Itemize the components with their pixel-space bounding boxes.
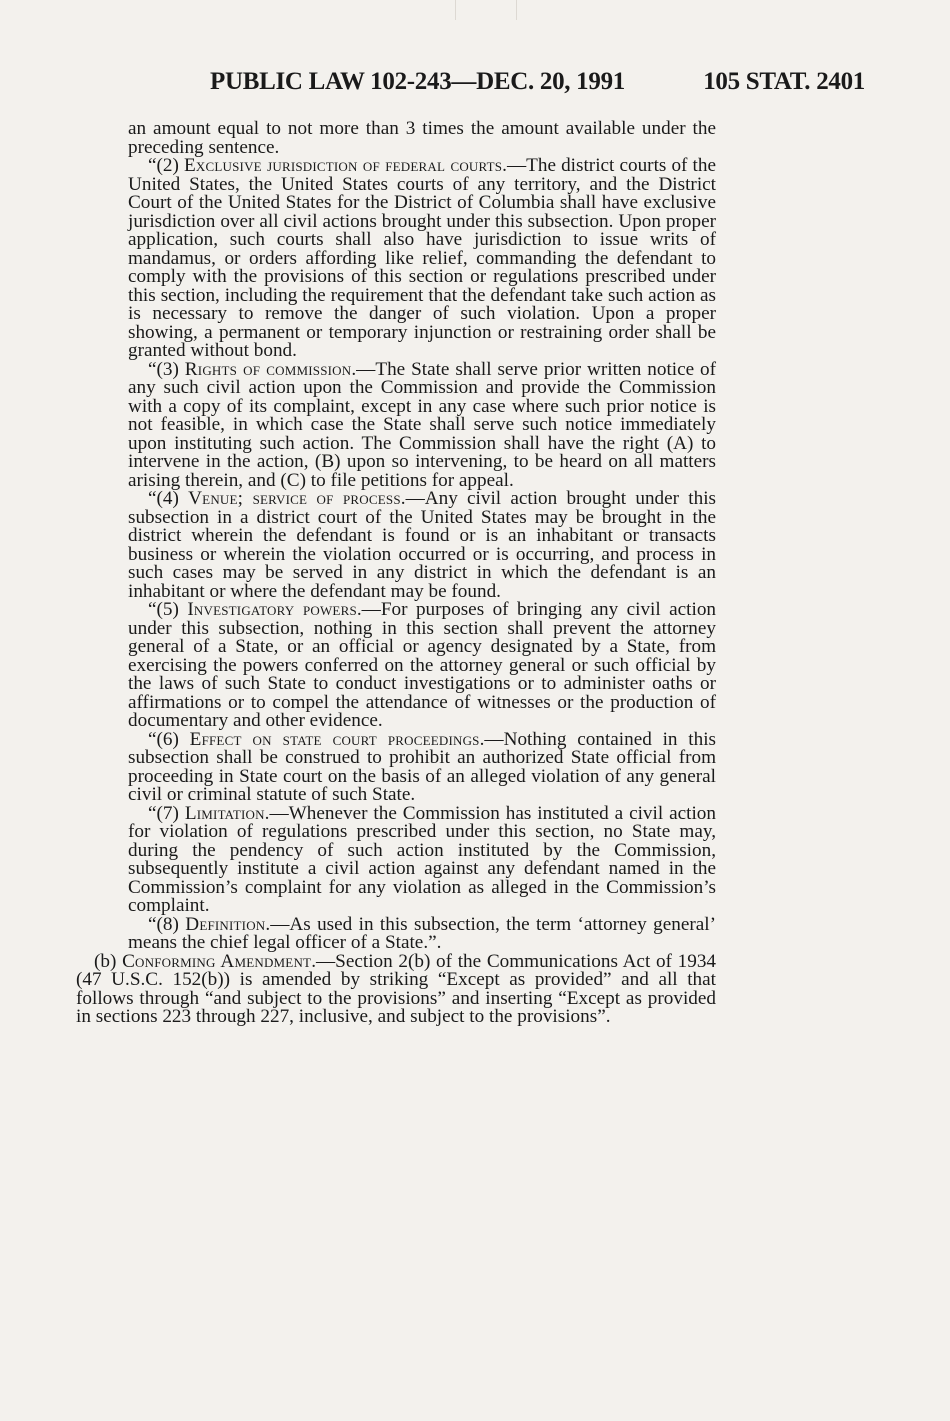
page-header [210,68,865,108]
heading-limitation: Limitation [184,802,265,824]
paragraph-continuation: an amount equal to not more than 3 times the amount available under the preceding sentence. [128,118,716,158]
paragraph-6: “(6) Effect on state court proceedings.—Nothing contained in this subsection shall be construed to prohibit an authorized State official from proceeding in State court on the basis of an alleged violation of any general civil or criminal statute of such State. [128,728,716,805]
document-body [76,120,716,1027]
paragraph-4: “(4) Venue; service of process.—Any civil action brought under this subsection in a district court of the United States may be brought in the district wherein the defendant is found or is an inhabitant or transacts business or wherein the violation occurred or is occurring, and process in such cases may be served in any district in which the defendant is an inhabitant or where the defendant may be found. [128,488,716,602]
paragraph-2: “(2) Exclusive jurisdiction of federal courts.—The district courts of the United States, the United States courts of any territory, and the District Court of the United States for the District of Columbia shall have exclusive jurisdiction over all civil actions brought under this subsection. Upon proper application, such courts shall also have jurisdiction to issue writs of mandamus, or orders affording like relief, commanding the defendant to comply with the provisions of this section or regulations prescribed under this section, including the requirement that the defendant take such action as is necessary to remove the danger of such violation. Upon a proper showing, a permanent or temporary injunction or restraining order shall be granted without bond. [128,155,716,361]
paragraph-3: “(3) Rights of commission.—The State shall serve prior written notice of any such civil action upon the Commission and provide the Commission with a copy of its complaint, except in any case where such prior notice is not feasible, in which case the State shall serve such notice immediately upon instituting such action. The Commission shall have the right (A) to intervene in the action, (B) upon so intervening, to be heard on all matters arising therein, and (C) to file petitions for appeal. [128,358,717,491]
heading-investigatory-powers: Investigatory powers [187,599,357,620]
header-page-ref: 105 STAT. 2401 [703,68,865,95]
paragraph-8: “(8) Definition.—As used in this subsection, the term ‘attorney general’ means the chief legal officer of a State.”. [128,913,716,953]
heading-exclusive-jurisdiction: Exclusive jurisdiction of federal courts [184,155,503,176]
paragraph-b: (b) Conforming Amendment.—Section 2(b) of the Communications Act of 1934 (47 U.S.C. 152(b)) is amended by striking “Except as provided” and all that follows through “and subject to the provisions” and inserting “Except as provided in sections 223 through 227, inclusive, and subject to the provisions”. [76,950,717,1027]
scan-artifact [455,0,517,20]
heading-effect-on-state-court: Effect on state court proceedings [189,728,480,750]
heading-conforming-amendment: Conforming Amendment [122,950,312,972]
heading-definition: Definition [185,913,266,935]
header-title: PUBLIC LAW 102-243—DEC. 20, 1991 [210,68,625,95]
paragraph-5: “(5) Investigatory powers.—For purposes of bringing any civil action under this subsection, nothing in this section shall prevent the attorney general of a State, or an official or agency designated by a State, from exercising the powers conferred on the attorney general or such official by the laws of such State to conduct investigations or to administer oaths or affirmations or to compel the attendance of witnesses or the production of documentary and other evidence. [128,599,717,731]
paragraph-7: “(7) Limitation.—Whenever the Commission has instituted a civil action for violation of regulations prescribed under this section, no State may, during the pendency of such action instituted by the Commission, subsequently institute a civil action against any defendant named in the Commission’s complaint for any violation as alleged in the Commission’s complaint. [128,802,716,916]
heading-rights-of-commission: Rights of commission [184,358,352,380]
heading-venue: Venue; service of process [188,488,401,509]
